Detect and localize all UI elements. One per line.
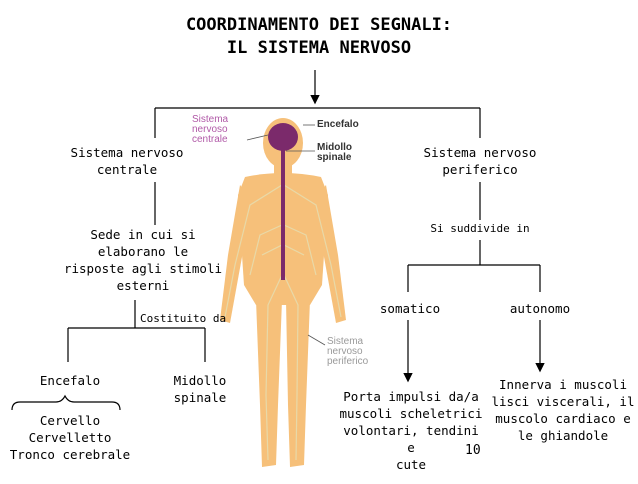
node-encefalo: Encefalo [39,373,101,388]
figure-label-midollo: Midollo spinale [317,142,352,163]
title-line-2: IL SISTEMA NERVOSO [226,38,412,58]
node-somatico: somatico [379,301,441,316]
encefalo-subparts [0,412,140,463]
title-line-1: COORDINAMENTO DEI SEGNALI: [185,15,453,35]
connector-si-suddivide-in: Si suddivide in [430,222,530,235]
subpart-cervello: Cervello [39,413,101,428]
figure-label-peripheral: Sistema nervoso periferico [327,336,369,367]
figure-label-central: Sistema nervoso centrale [192,114,229,145]
node-midollo-spinale: Midollo spinale [173,373,227,405]
page-number: 10 [465,443,481,458]
central-nervous-system-heading: Sistema nervoso centrale [70,145,184,177]
subpart-tronco-cerebrale: Tronco cerebrale [9,447,131,462]
connector-costituito-da: Costituito da [140,312,227,325]
node-autonomo: autonomo [509,301,571,316]
figure-label-encefalo: Encefalo [317,119,359,130]
autonomic-description: Innerva i muscoli lisci viscerali, il muscolo cardiaco e le ghiandole [491,377,635,443]
peripheral-nervous-system-heading: Sistema nervoso periferico [423,145,537,177]
somatic-description: Porta impulsi da/a muscoli scheletrici volontari, tendini e cute [339,389,483,472]
subpart-cervelletto: Cervelletto [28,430,112,445]
central-description: Sede in cui si elaborano le risposte agli stimoli esterni [63,227,223,293]
